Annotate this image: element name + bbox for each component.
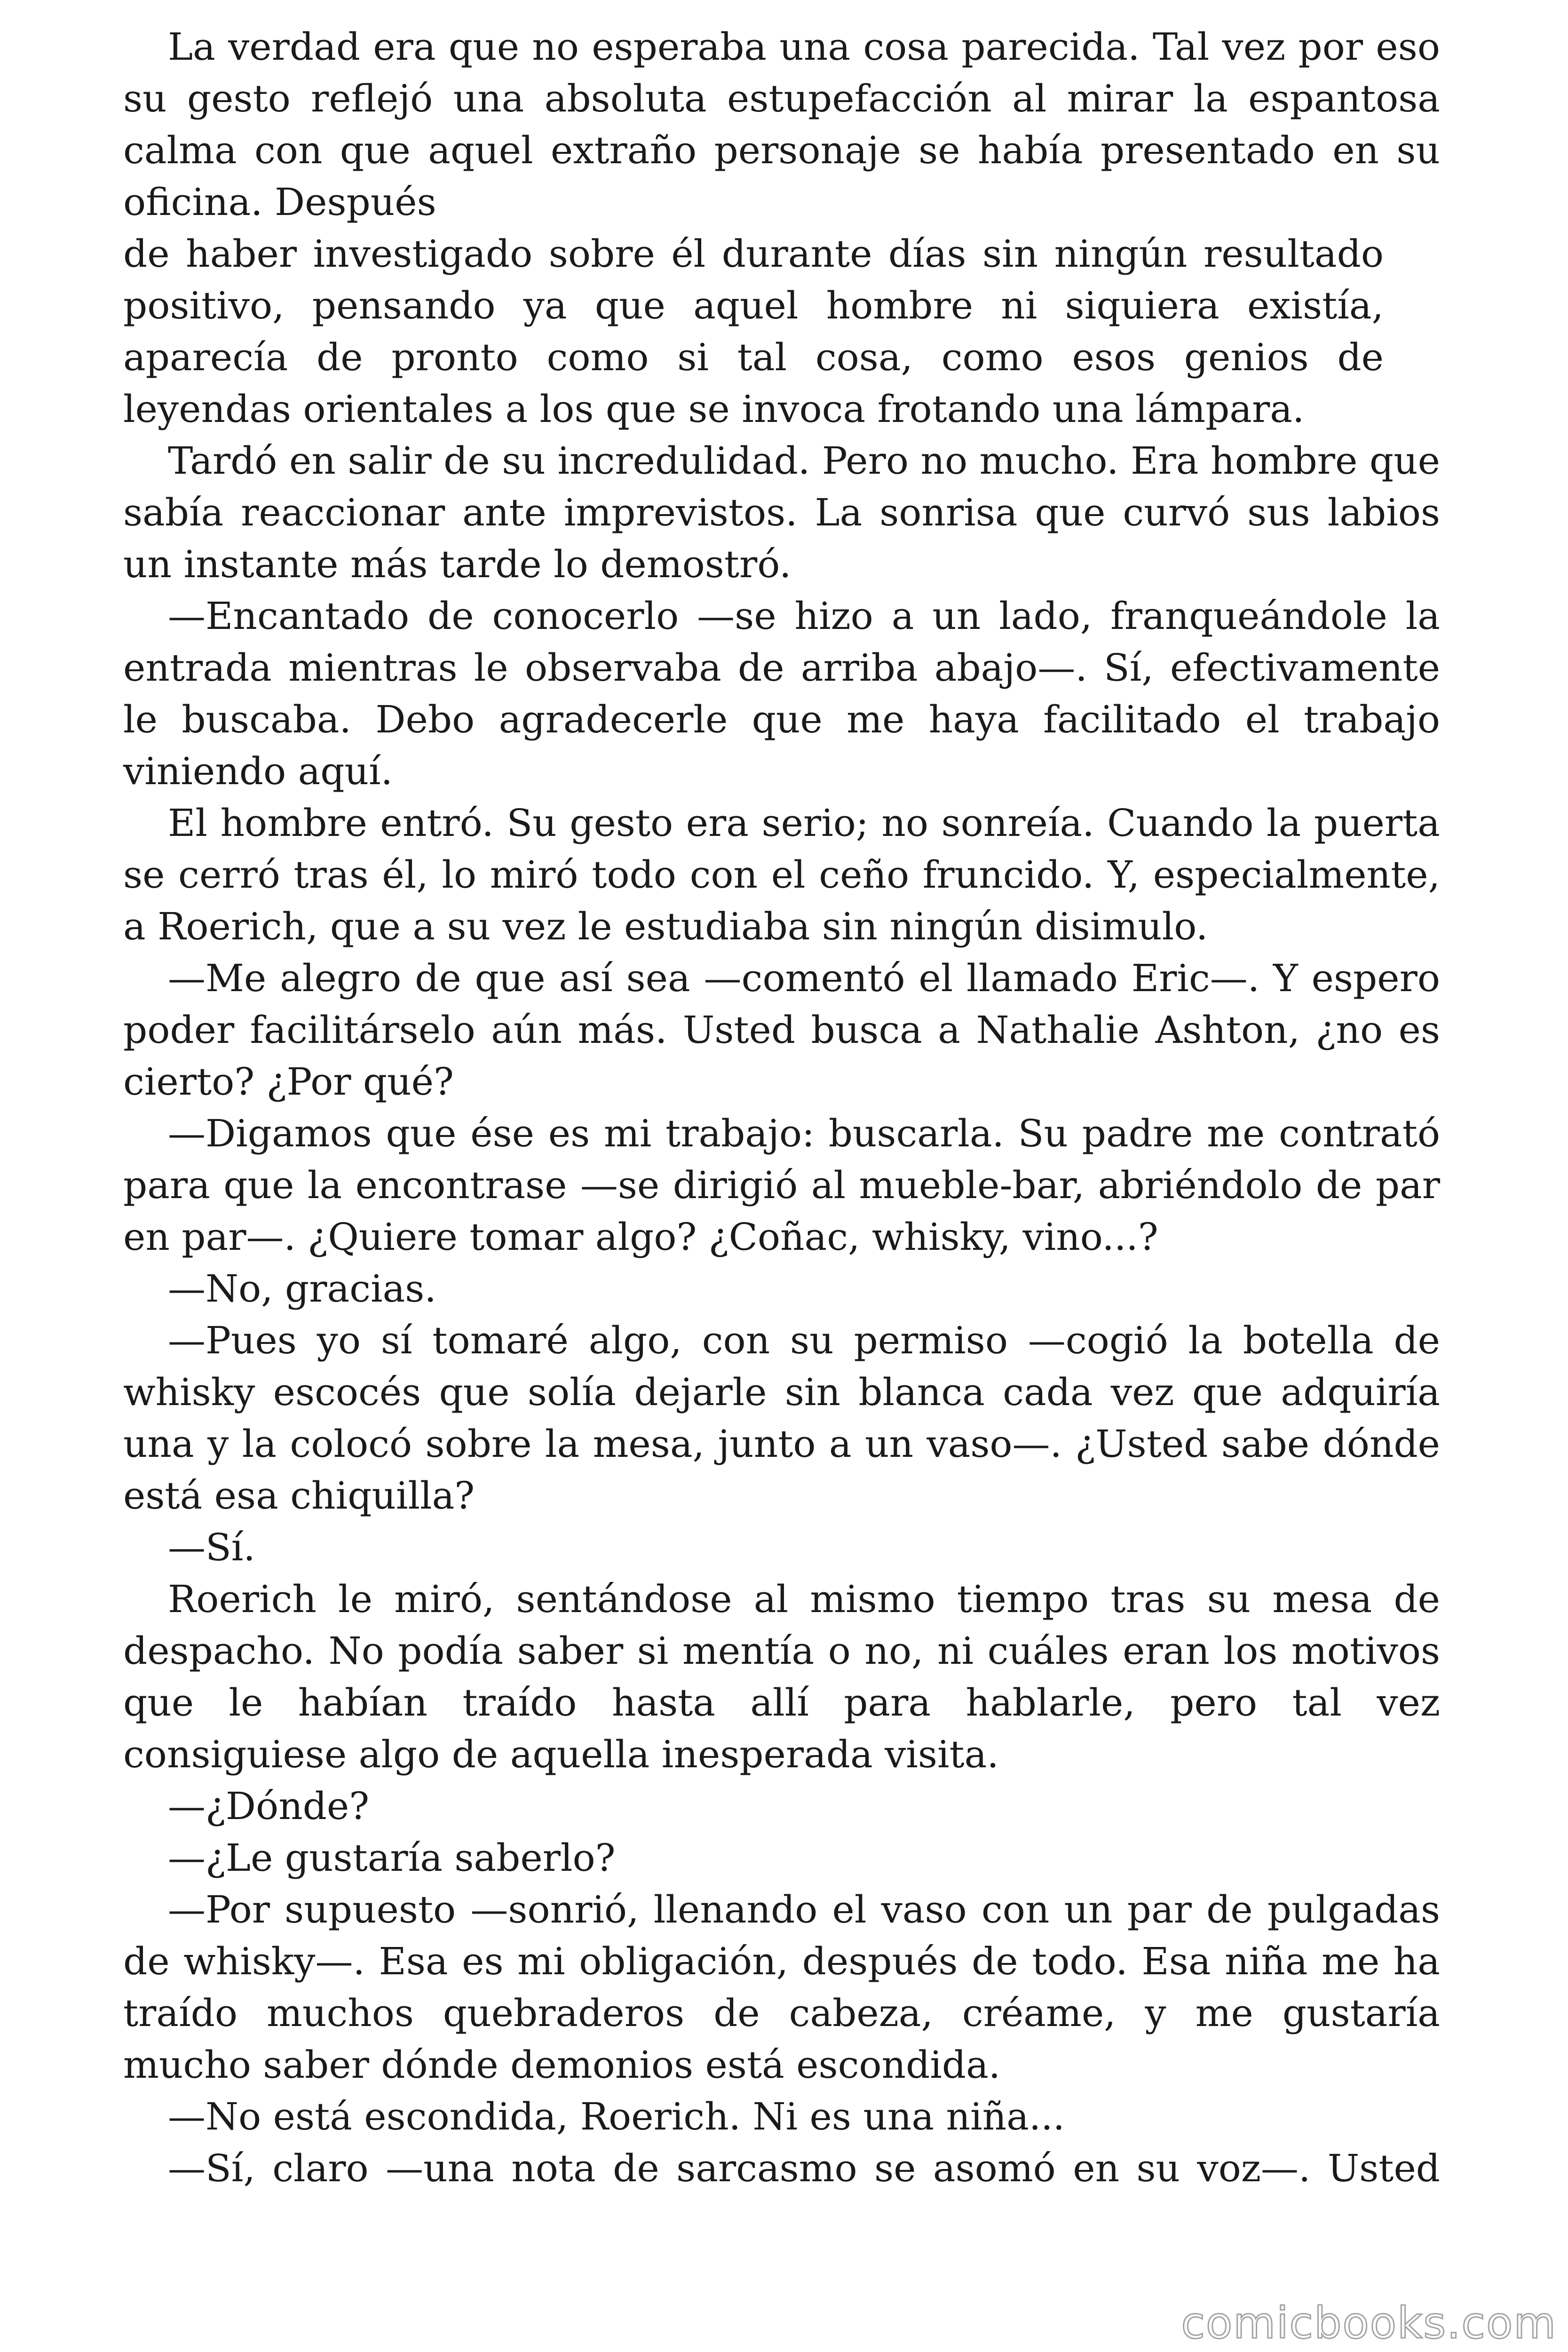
paragraph: Roerich le miró, sentándose al mismo tiempo tras su mesa de despacho. No podía saber si mentía o no, ni cuáles eran los motivos que le habían traído hasta allí para hablarle, pero tal vez consiguiese algo de aquella inesperada visita. — [123, 1577, 1440, 1776]
paragraph: —Digamos que ése es mi trabajo: buscarla. Su padre me contrató para que la encontrase —se dirigió al mueble-bar, abriéndolo de par en par—. ¿Quiere tomar algo? ¿Coñac, whisky, vino...? — [123, 1112, 1440, 1259]
paragraph: —Sí, claro —una nota de sarcasmo se asomó en su voz—. Usted — [168, 2146, 1440, 2190]
paragraph: —¿Le gustaría saberlo? — [168, 1836, 616, 1880]
paragraph: Tardó en salir de su incredulidad. Pero no mucho. Era hombre que sabía reaccionar ante imprevistos. La sonrisa que curvó sus labios un instante más tarde lo demostró. — [123, 439, 1440, 586]
paragraph: —Me alegro de que así sea —comentó el llamado Eric—. Y espero poder facilitárselo aún más. Usted busca a Nathalie Ashton, ¿no es cierto? ¿Por qué? — [123, 956, 1440, 1104]
paragraph: —No, gracias. — [168, 1267, 436, 1311]
paragraph: —Sí. — [168, 1526, 255, 1569]
paragraph-continuation: de haber investigado sobre él durante días sin ningún resultado positivo, pensando ya que aquel hombre ni siquiera existía, aparecía de pronto como si tal cosa, como esos genios de leyendas orientales a los que se invoca frotando una lámpara. — [123, 232, 1384, 431]
paragraph: —Encantado de conocerlo —se hizo a un lado, franqueándole la entrada mientras le observaba de arriba abajo—. Sí, efectivamente le buscaba. Debo agradecerle que me haya facilitado el trabajo viniendo aquí. — [123, 594, 1440, 793]
paragraph: —Pues yo sí tomaré algo, con su permiso —cogió la botella de whisky escocés que solía dejarle sin blanca cada vez que adquiría una y la colocó sobre la mesa, junto a un vaso—. ¿Usted sabe dónde está esa chiquilla? — [123, 1319, 1440, 1518]
body-text — [123, 21, 1440, 2194]
paragraph: —No está escondida, Roerich. Ni es una niña... — [168, 2095, 1065, 2138]
paragraph: —Por supuesto —sonrió, llenando el vaso con un par de pulgadas de whisky—. Esa es mi obligación, después de todo. Esa niña me ha traído muchos quebraderos de cabeza, créame, y me gustaría mucho saber dónde demonios está escondida. — [123, 1888, 1440, 2087]
watermark: comicbooks.com — [1181, 2298, 1557, 2348]
paragraph: El hombre entró. Su gesto era serio; no sonreía. Cuando la puerta se cerró tras él, lo miró todo con el ceño fruncido. Y, especialmente, a Roerich, que a su vez le estudiaba sin ningún disimulo. — [123, 801, 1440, 948]
paragraph: —¿Dónde? — [168, 1784, 370, 1828]
paragraph: La verdad era que no esperaba una cosa parecida. Tal vez por eso su gesto reflejó una absoluta estupefacción al mirar la espantosa calma con que aquel extraño personaje se había presentado en su oficina. Después — [123, 25, 1440, 224]
